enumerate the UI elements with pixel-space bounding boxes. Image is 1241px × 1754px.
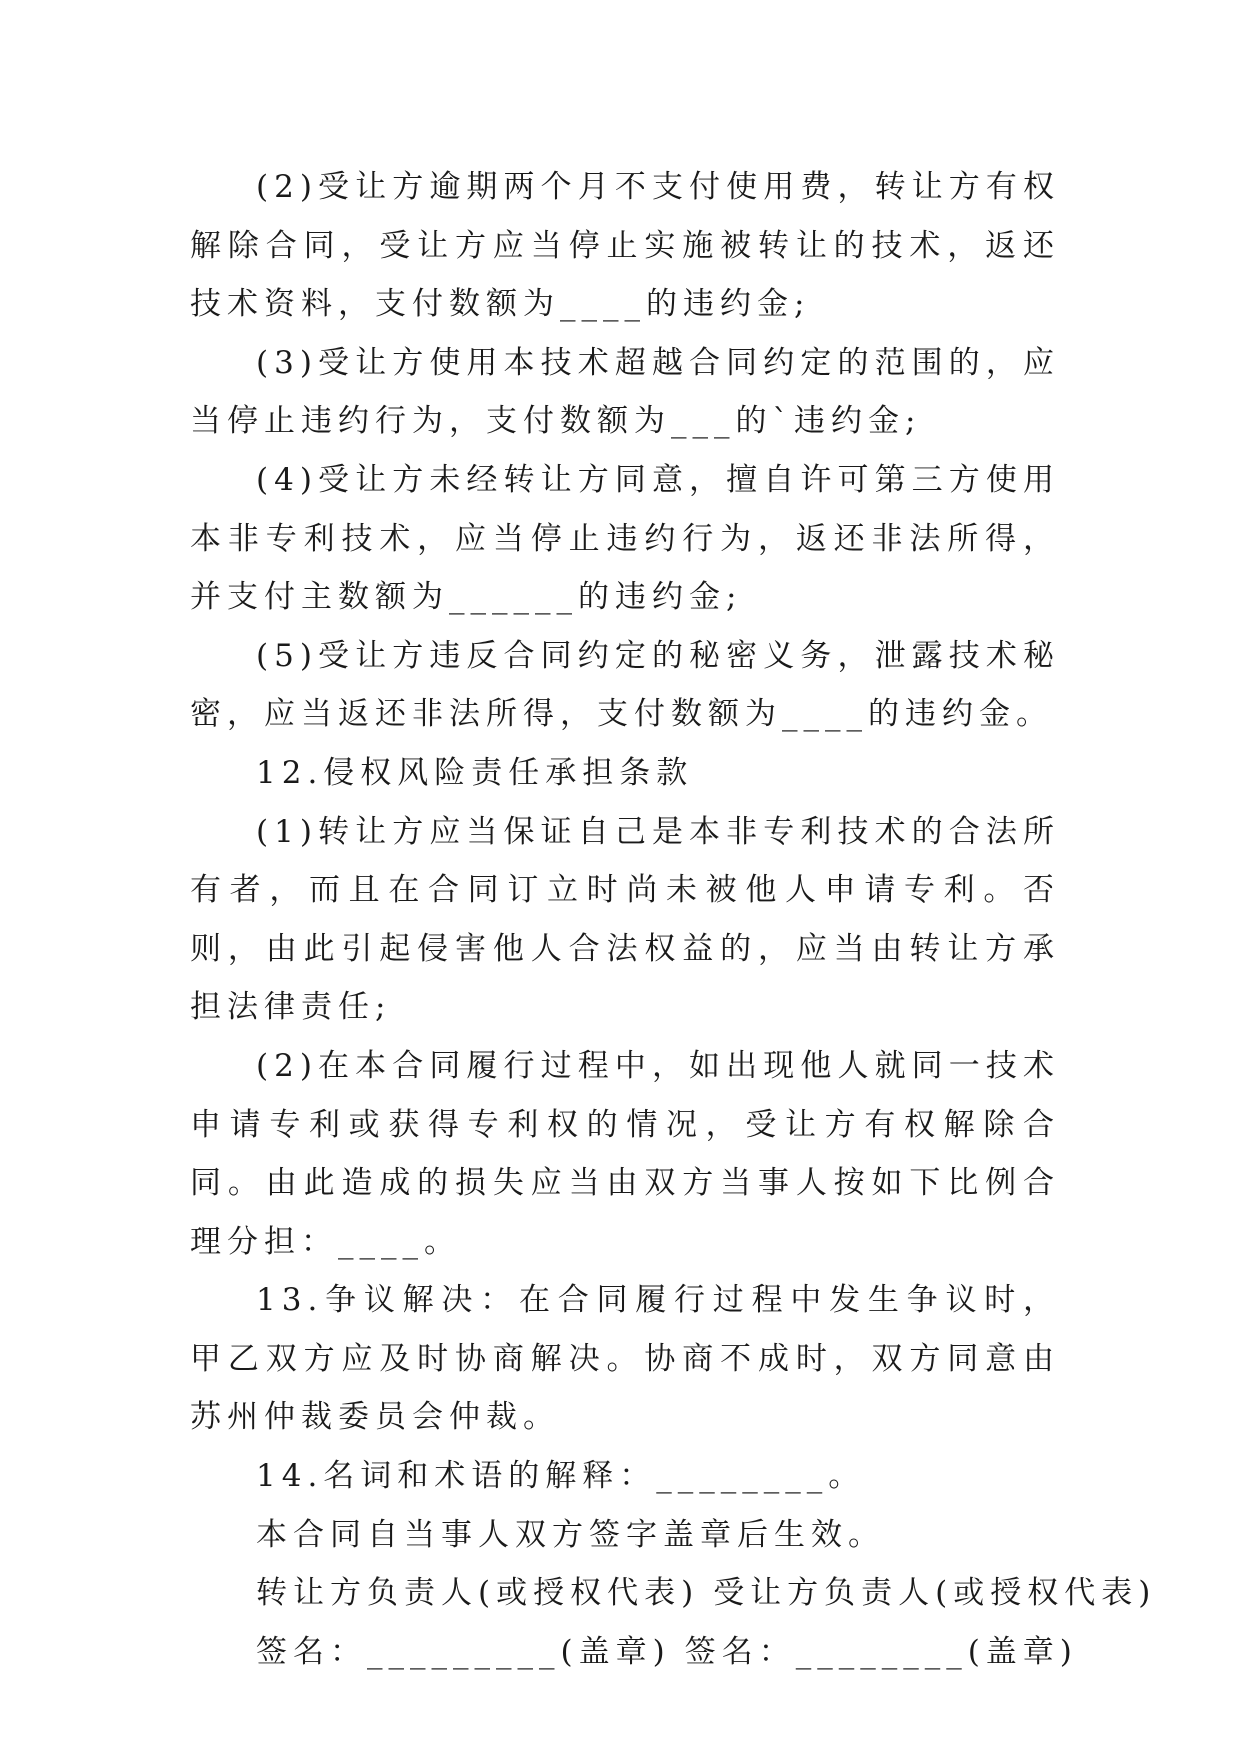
- contract-body: [190, 158, 1157, 1681]
- section-12-heading: 12.侵权风险责任承担条款: [256, 754, 694, 791]
- clause-5-confidentiality: (5)受让方违反合同约定的秘密义务，泄露技术秘密，应当返还非法所得，支付数额为____的违约金。: [190, 637, 1060, 733]
- effective-clause: 本合同自当事人双方签字盖章后生效。: [256, 1516, 885, 1553]
- clause-12-1-ownership: (1)转让方应当保证自己是本非专利技术的合法所有者，而且在合同订立时尚未被他人申请专利。否则，由此引起侵害他人合法权益的，应当由转让方承担法律责任;: [190, 813, 1060, 1026]
- signature-fields: [190, 1623, 1078, 1682]
- transferee-signature: 签名：________(盖章): [684, 1633, 1078, 1670]
- transferor-title: 转让方负责人(或授权代表): [256, 1575, 700, 1612]
- clause-3-scope-violation: (3)受让方使用本技术超越合同约定的范围的，应当停止违约行为，支付数额为___的`违约金;: [190, 344, 1060, 440]
- section-13-dispute: 13.争议解决：在合同履行过程中发生争议时，甲乙双方应及时协商解决。协商不成时，双方同意由苏州仲裁委员会仲裁。: [190, 1282, 1060, 1436]
- clause-4-unauthorized-license: (4)受让方未经转让方同意，擅自许可第三方使用本非专利技术，应当停止违约行为，返还非法所得，并支付主数额为______的违约金;: [190, 461, 1060, 616]
- signature-titles: [190, 1564, 1157, 1623]
- clause-12-2-patent-risk: (2)在本合同履行过程中，如出现他人就同一技术申请专利或获得专利权的情况，受让方有权解除合同。由此造成的损失应当由双方当事人按如下比例合理分担：____。: [190, 1047, 1060, 1260]
- transferor-signature: 签名：_________(盖章): [256, 1633, 671, 1670]
- transferee-title: 受让方负责人(或授权代表): [713, 1575, 1157, 1612]
- section-14-terms: 14.名词和术语的解释：________。: [256, 1458, 866, 1495]
- clause-2-late-payment: (2)受让方逾期两个月不支付使用费，转让方有权解除合同，受让方应当停止实施被转让的技术，返还技术资料，支付数额为____的违约金;: [190, 169, 1060, 323]
